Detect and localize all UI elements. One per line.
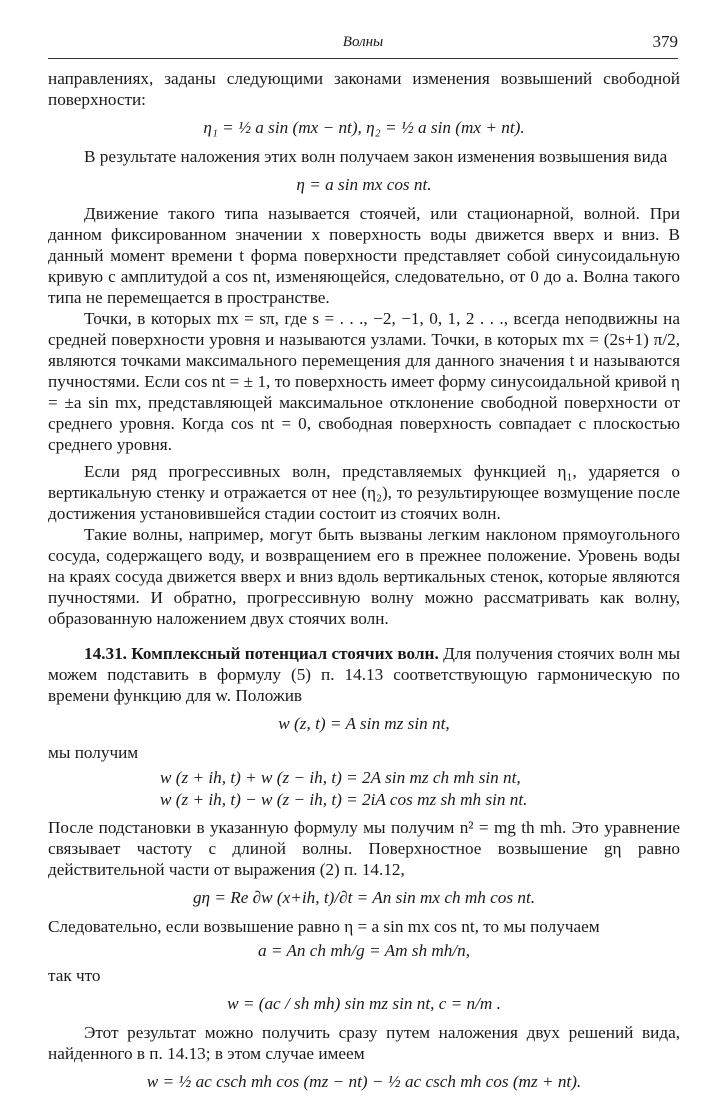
paragraph-superposition: Этот результат можно получить сразу путем наложения двух решений вида, найденного в п. 14.13; в этом случае имеем (48, 1023, 680, 1063)
page-body (48, 68, 680, 1100)
paragraph-we-get: мы получим (48, 743, 139, 762)
section-14-31 (48, 643, 680, 706)
paragraph-consequently: Следовательно, если возвышение равно η = a sin mx cos nt, то мы получаем (48, 917, 600, 936)
page-header (48, 32, 678, 60)
equation-sum: w (z + ih, t) + w (z − ih, t) = 2A sin mz ch mh sin nt, (160, 768, 521, 787)
section-intro-text: Для получения стоячих волн мы можем подставить в формулу (5) п. 14.13 соответствующую гармоническую по времени функцию для w. Положив (48, 644, 680, 705)
paragraph-2: В результате наложения этих волн получаем закон изменения возвышения вида (84, 147, 668, 166)
page-number: 379 (652, 32, 678, 51)
paragraph-3: Движение такого типа называется стоячей, или стационарной, волной. При данном фиксированном значении x поверхность воды движется вверх и вниз. В данный момент времени t форма поверхности представляет собой синусоидальную кривую с амплитудой a cos nt, изменяющейся, следовательно, от 0 до a. Волна такого типа не перемещается в пространстве. (48, 204, 680, 307)
equation-pair (160, 767, 680, 811)
paragraph-5: Если ряд прогрессивных волн, представляемых функцией η₁, ударяется о вертикальную стенку и отражается от нее (η₂), то результирующее возмущение после достижения установившейся стадии состоит из стоячих волн. (48, 462, 680, 523)
equation-elevation: gη = Re ∂w (x+ih, t)/∂t = An sin mx ch mh cos nt. (192, 888, 536, 907)
paragraph-4: Точки, в которых mx = sπ, где s = . . ., −2, −1, 0, 1, 2 . . ., всегда неподвижны на средней поверхности уровня и называются узлами. Точки, в которых mx = (2s+1) π/2, являются точками максимального перемещения для данного значения t и называются пучностями. Если cos nt = ± 1, то поверхность имеет форму синусоидальной кривой η = ±a sin mx, представляющей максимальное отклонение свободной поверхности от среднего уровня. Когда cos nt = 0, свободная поверхность совпадает с плоскостью среднего уровня. (48, 309, 680, 454)
paragraph-dispersion: После подстановки в указанную формулу мы получим n² = mg th mh. Это уравнение связывает частоту с длиной волны. Поверхностное возвышение gη равно действительной части от выражения (2) п. 14.12, (48, 818, 680, 879)
paragraph-1: направлениях, заданы следующими законами изменения возвышений свободной поверхности: (48, 69, 680, 109)
equation-difference: w (z + ih, t) − w (z − ih, t) = 2iA cos mz sh mh sin nt. (160, 790, 528, 809)
equation-w-result: w = (ac / sh mh) sin mz sin nt, c = n/m . (227, 994, 501, 1013)
equation-superposition: w = ½ ac csch mh cos (mz − nt) − ½ ac csch mh cos (mz + nt). (146, 1072, 582, 1091)
paragraph-so-that: так что (48, 966, 101, 985)
section-heading: 14.31. Комплексный потенциал стоячих волн. (84, 644, 439, 663)
header-rule (48, 58, 678, 59)
paragraph-6: Такие волны, например, могут быть вызваны легким наклоном прямоугольного сосуда, содержащего воду, и возвращением его в прежнее положение. Уровень воды на краях сосуда движется вверх и вниз вдоль вертикальных стенок, которые являются пучностями. И обратно, прогрессивную волну можно рассматривать как волну, образованную наложением двух стоячих волн. (48, 525, 680, 628)
running-title: Волны (342, 34, 384, 50)
equation-complex-potential: w (z, t) = A sin mz sin nt, (278, 714, 450, 733)
equation-standing-wave: η = a sin mx cos nt. (296, 175, 432, 194)
equation-eta-components: η₁ = ½ a sin (mx − nt), η₂ = ½ a sin (mx + nt). (203, 118, 525, 137)
equation-amplitude: a = An ch mh/g = Am sh mh/n, (257, 941, 471, 960)
